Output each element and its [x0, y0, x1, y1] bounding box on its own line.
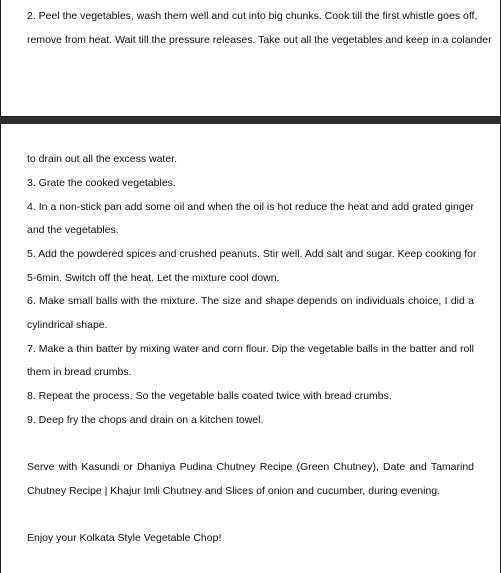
text-line: them in bread crumbs.	[27, 366, 132, 378]
text-line: 2. Peel the vegetables, wash them well and cut into big chunks. Cook till the first whistle goes off,	[27, 10, 478, 22]
text-line: 5. Add the powdered spices and crushed peanuts. Stir well. Add salt and sugar. Keep cooking for	[27, 248, 477, 260]
page-separator	[0, 117, 501, 124]
text-line: 3. Grate the cooked vegetables.	[27, 177, 176, 189]
text-line: 8. Repeat the process. So the vegetable balls coated twice with bread crumbs.	[27, 390, 392, 402]
document-page-top	[0, 0, 501, 117]
text-line: remove from heat. Wait till the pressure releases. Take out all the vegetables and keep in a colander	[27, 34, 492, 46]
text-line: Enjoy your Kolkata Style Vegetable Chop!	[27, 532, 222, 544]
text-line: 9. Deep fry the chops and drain on a kitchen towel.	[27, 414, 264, 426]
text-line: 5-6min. Switch off the heat. Let the mixture cool down.	[27, 272, 280, 284]
text-line: 7. Make a thin batter by mixing water and corn flour. Dip the vegetable balls in the batter and roll	[27, 343, 474, 355]
text-line: 4. In a non-stick pan add some oil and when the oil is hot reduce the heat and add grated ginger	[27, 201, 474, 213]
document-page-bottom	[0, 124, 501, 573]
text-line: Serve with Kasundi or Dhaniya Pudina Chutney Recipe (Green Chutney), Date and Tamarind	[27, 461, 474, 473]
text-line: to drain out all the excess water.	[27, 153, 177, 165]
text-line: cylindrical shape.	[27, 319, 108, 331]
text-line: 6. Make small balls with the mixture. The size and shape depends on individuals choice, I did a	[27, 295, 474, 307]
text-line: and the vegetables.	[27, 224, 119, 236]
text-line: Chutney Recipe | Khajur Imli Chutney and Slices of onion and cucumber, during evening.	[27, 485, 441, 497]
